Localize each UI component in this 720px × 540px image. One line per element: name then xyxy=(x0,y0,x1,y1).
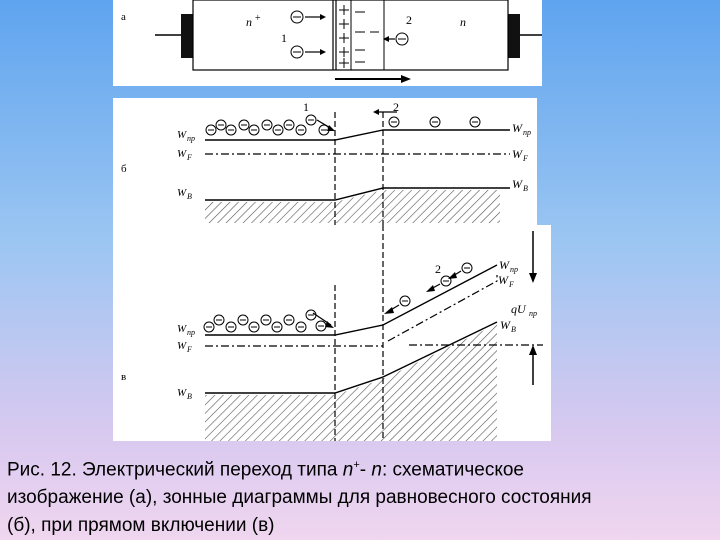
qu-label: qU xyxy=(511,302,526,316)
schematic-svg xyxy=(113,0,542,86)
valence-band-fill xyxy=(205,324,497,441)
wf-left-label: W xyxy=(177,148,187,160)
arrow-icon xyxy=(426,284,440,292)
qu-arrow-down-icon xyxy=(529,231,537,283)
wnp-left-label: W xyxy=(177,129,187,141)
wnp-right-label: W xyxy=(512,121,522,135)
electron-icon xyxy=(470,117,480,127)
svg-text:пр: пр xyxy=(187,328,195,337)
band-diagram-equilibrium xyxy=(113,98,537,225)
svg-text:пр: пр xyxy=(523,128,531,137)
right-contact xyxy=(508,14,520,58)
electron-icon xyxy=(249,125,259,135)
caption-line-2: изображение (а), зонные диаграммы для равновесного состояния xyxy=(7,487,592,509)
electron-icon xyxy=(261,315,271,325)
wf-left-label: W xyxy=(177,340,187,352)
svg-text:В: В xyxy=(523,184,528,193)
panel-a-label: а xyxy=(121,11,126,23)
electron-icon xyxy=(383,33,408,45)
wf-right-label: W xyxy=(512,147,522,161)
svg-text:пр: пр xyxy=(529,309,537,318)
arrow-icon xyxy=(448,271,461,279)
caption-line-3: (б), при прямом включении (в) xyxy=(7,515,275,537)
svg-text:В: В xyxy=(187,392,192,401)
caption-line-1: Рис. 12. Электрический переход типа n+- n: схематическое xyxy=(7,459,525,481)
electron-icon xyxy=(400,296,410,306)
electron-icon xyxy=(296,125,306,135)
wb-right-label: W xyxy=(512,177,522,191)
electron-icon xyxy=(214,315,224,325)
electron-icon xyxy=(389,117,399,127)
electron-icon xyxy=(430,117,440,127)
panel-a-schematic xyxy=(113,0,542,86)
electron-icon xyxy=(306,310,316,320)
left-contact xyxy=(181,14,193,58)
electron-icon xyxy=(284,315,294,325)
electron-icon xyxy=(291,11,326,23)
n-plus-sup: + xyxy=(255,13,261,24)
n-plus-label: n xyxy=(246,15,252,29)
electron-icon xyxy=(238,315,248,325)
electron-icon xyxy=(204,322,214,332)
electron-icon xyxy=(226,322,236,332)
electron-icon xyxy=(462,263,472,273)
arrow-icon xyxy=(384,305,399,314)
svg-text:F: F xyxy=(509,280,514,289)
electron-icon xyxy=(316,321,326,331)
svg-text:пр: пр xyxy=(510,265,518,274)
electron-icon xyxy=(284,120,294,130)
region-num-1: 1 xyxy=(303,100,309,114)
wf-right-label: W xyxy=(498,273,508,287)
panel-b-label: б xyxy=(121,163,127,175)
electron-icon xyxy=(273,125,283,135)
svg-text:F: F xyxy=(187,153,192,162)
panel-c-label: в xyxy=(121,371,127,383)
electron-icon xyxy=(306,115,316,125)
electron-icon xyxy=(226,125,236,135)
svg-text:В: В xyxy=(511,325,516,334)
electron-icon xyxy=(262,120,272,130)
arrow-icon xyxy=(317,120,335,131)
conduction-band-edge xyxy=(205,130,510,140)
wb-left-label: W xyxy=(177,187,187,199)
panel-c-forward-bias xyxy=(113,225,551,441)
svg-text:F: F xyxy=(187,345,192,354)
electron-icon xyxy=(206,125,216,135)
electron-icon xyxy=(296,322,306,332)
wb-left-label: W xyxy=(177,387,187,399)
negative-charges xyxy=(355,12,379,62)
electron-icon xyxy=(272,322,282,332)
electron-icon xyxy=(249,322,259,332)
n-region-label: n xyxy=(460,15,466,29)
figure-caption xyxy=(7,451,715,540)
svg-text:В: В xyxy=(187,192,192,201)
svg-text:пр: пр xyxy=(187,134,195,143)
positive-charges xyxy=(339,5,349,68)
electron-icon xyxy=(216,120,226,130)
wnp-left-label: W xyxy=(177,323,187,335)
qu-arrow-up-icon xyxy=(529,345,537,385)
region-num-2: 2 xyxy=(393,100,399,114)
wnp-right-label: W xyxy=(499,258,509,272)
electron-label-2: 2 xyxy=(406,13,412,27)
region-num-2: 2 xyxy=(435,262,441,276)
electron-icon xyxy=(291,46,326,58)
wb-right-label: W xyxy=(500,318,510,332)
field-arrow-icon xyxy=(335,75,411,83)
electron-label-1: 1 xyxy=(281,31,287,45)
svg-text:F: F xyxy=(523,154,528,163)
band-diagram-forward xyxy=(113,225,551,441)
electron-icon xyxy=(239,120,249,130)
panel-b-equilibrium xyxy=(113,98,537,225)
